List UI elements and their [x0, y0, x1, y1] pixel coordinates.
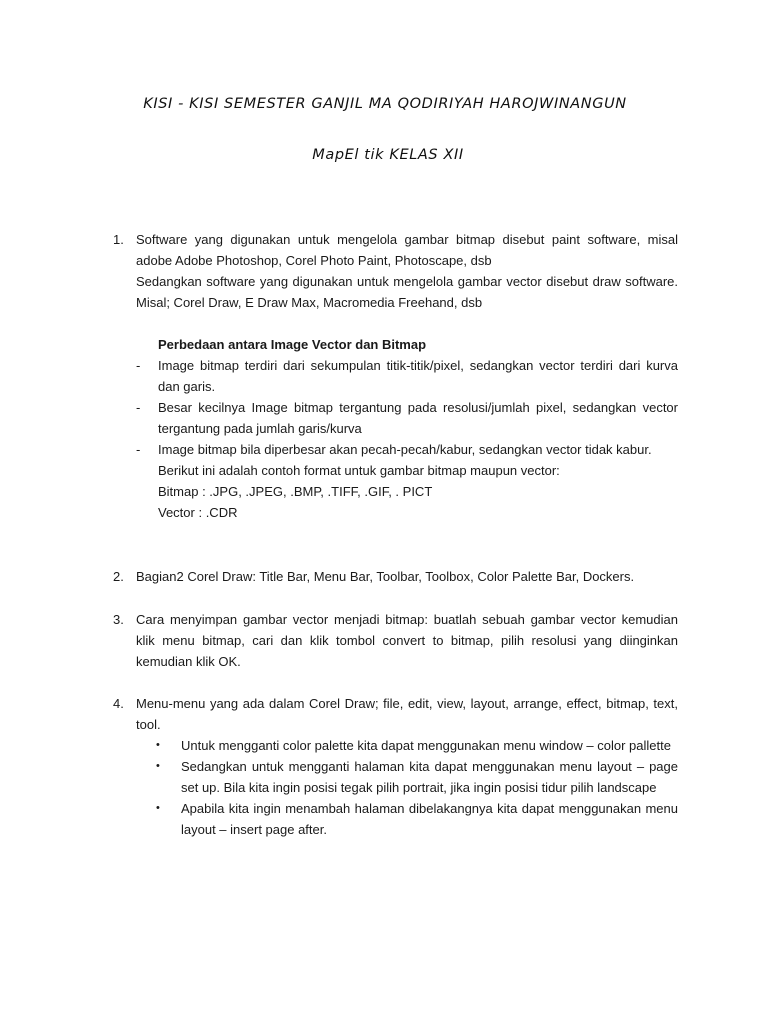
section-heading: Perbedaan antara Image Vector dan Bitmap [158, 337, 427, 352]
bullet-list-item [136, 798, 678, 840]
dash-list-item [136, 355, 678, 397]
list-item-number: 1. [113, 232, 124, 247]
vector-formats: Vector : .CDR [158, 505, 238, 520]
paragraph-draw-software: Sedangkan software yang digunakan untuk mengelola gambar vector disebut draw software. Misal; Corel Draw, E Draw Max, Macromedia Freehand, dsb [136, 274, 678, 310]
dash-marker: - [136, 358, 141, 373]
paragraph-paint-software: Software yang digunakan untuk mengelola gambar bitmap disebut paint software, misal adobe Adobe Photoshop, Corel Photo Paint, Photoscape, dsb [136, 232, 678, 268]
bullet-list-item [136, 735, 678, 756]
save-vector-as-bitmap: Cara menyimpan gambar vector menjadi bitmap: buatlah sebuah gambar vector kemudian klik menu bitmap, cari dan klik tombol convert to bitmap, pilih resolusi yang diinginkan kemudian klik OK. [136, 612, 678, 669]
bullet-list-item [136, 756, 678, 798]
document-title: KISI - KISI SEMESTER GANJIL MA QODIRIYAH HAROJWINANGUN [143, 96, 627, 112]
list-item-content [136, 229, 678, 523]
list-item-number: 2. [113, 569, 124, 584]
format-intro: Berikut ini adalah contoh format untuk gambar bitmap maupun vector: [158, 463, 560, 478]
bullet-list-text: Untuk mengganti color palette kita dapat menggunakan menu window – color pallette [181, 738, 671, 753]
list-item-content [136, 609, 678, 672]
spacer [136, 313, 678, 334]
dash-list-text: Image bitmap terdiri dari sekumpulan titik-titik/pixel, sedangkan vector terdiri dari kurva dan garis. [158, 358, 678, 394]
dash-list-item [136, 397, 678, 439]
corel-draw-parts: Bagian2 Corel Draw: Title Bar, Menu Bar, Toolbar, Toolbox, Color Palette Bar, Dockers. [136, 569, 635, 584]
bullet-list-text: Apabila kita ingin menambah halaman dibelakangnya kita dapat menggunakan menu layout – insert page after. [181, 801, 678, 837]
bullet-list-text: Sedangkan untuk mengganti halaman kita dapat menggunakan menu layout – page set up. Bila kita ingin posisi tegak pilih portrait, jika ingin posisi tidur pilih landscape [181, 759, 678, 795]
bullet-marker: • [156, 802, 160, 814]
bitmap-formats: Bitmap : .JPG, .JPEG, .BMP, .TIFF, .GIF, . PICT [158, 484, 433, 499]
dash-list-text: Image bitmap bila diperbesar akan pecah-pecah/kabur, sedangkan vector tidak kabur. [158, 442, 652, 457]
dash-list-item [136, 439, 678, 460]
bullet-marker: • [156, 739, 160, 751]
list-item-content [136, 693, 678, 840]
list-item-number: 4. [113, 696, 124, 711]
dash-list-text: Besar kecilnya Image bitmap tergantung pada resolusi/jumlah pixel, sedangkan vector tergantung pada jumlah garis/kurva [158, 400, 678, 436]
list-item-content [136, 566, 678, 587]
dash-marker: - [136, 400, 141, 415]
list-item-number: 3. [113, 612, 124, 627]
document-subtitle: MapEl tik KELAS XII [312, 147, 464, 163]
corel-draw-menus: Menu-menu yang ada dalam Corel Draw; file, edit, view, layout, arrange, effect, bitmap, text, tool. [136, 696, 678, 732]
dash-marker: - [136, 442, 141, 457]
bullet-marker: • [156, 760, 160, 772]
